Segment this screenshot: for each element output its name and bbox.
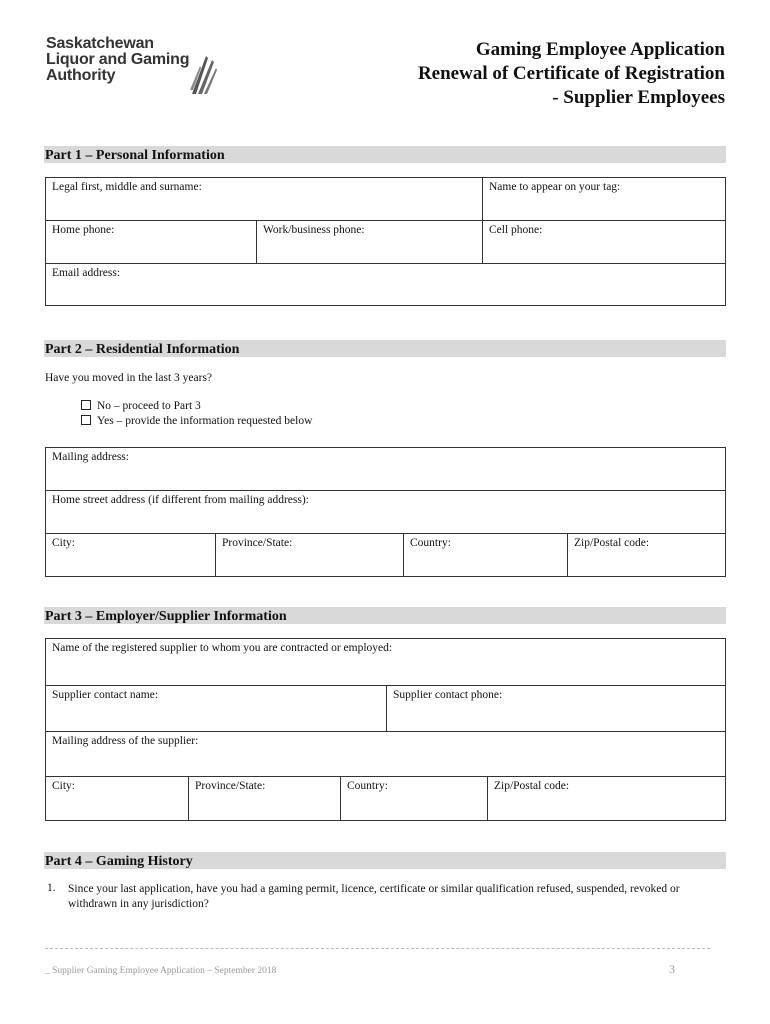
q1-number: 1.: [47, 882, 56, 894]
supplier-name-field[interactable]: [46, 639, 725, 685]
province-label: Province/State:: [222, 537, 293, 549]
slga-logo: [46, 36, 226, 98]
zip-field[interactable]: [567, 534, 725, 576]
supplier-city-field[interactable]: [46, 777, 188, 820]
part3-heading: Part 3 – Employer/Supplier Information: [45, 609, 287, 624]
footer-divider: [45, 948, 710, 949]
part1-table: [45, 177, 726, 306]
supplier-name-label: Name of the registered supplier to whom you are contracted or employed:: [52, 642, 393, 654]
supplier-country-label: Country:: [347, 780, 388, 792]
page-number: 3: [669, 962, 675, 976]
form-title: [418, 38, 725, 110]
checkbox-yes[interactable]: [81, 415, 91, 425]
work-phone-label: Work/business phone:: [263, 224, 365, 236]
option-no[interactable]: [81, 400, 201, 412]
zip-label: Zip/Postal code:: [574, 537, 650, 549]
cell-phone-field[interactable]: [482, 221, 725, 263]
option-yes-label: Yes – provide the information requested below: [97, 415, 313, 427]
title-line-2: Renewal of Certificate of Registration: [417, 63, 725, 84]
tag-name-label: Name to appear on your tag:: [489, 181, 621, 193]
supplier-province-label: Province/State:: [195, 780, 266, 792]
country-field[interactable]: [403, 534, 567, 576]
supplier-contact-name-field[interactable]: [46, 686, 386, 731]
home-phone-field[interactable]: [46, 221, 256, 263]
email-field[interactable]: [46, 264, 725, 305]
province-field[interactable]: [215, 534, 403, 576]
mailing-address-field[interactable]: [46, 448, 725, 490]
home-street-label: Home street address (if different from mailing address):: [52, 494, 309, 506]
supplier-mailing-label: Mailing address of the supplier:: [52, 735, 199, 747]
part3-heading-bar: [44, 607, 726, 624]
supplier-mailing-field[interactable]: [46, 732, 725, 776]
supplier-zip-label: Zip/Postal code:: [494, 780, 570, 792]
part4-heading: Part 4 – Gaming History: [45, 854, 193, 869]
part2-table: [45, 447, 726, 577]
title-line-1: Gaming Employee Application: [475, 39, 725, 60]
cell-phone-label: Cell phone:: [489, 224, 543, 236]
city-label: City:: [52, 537, 76, 549]
email-label: Email address:: [52, 267, 121, 279]
part4-heading-bar: [44, 852, 726, 869]
supplier-contact-phone-field[interactable]: [386, 686, 725, 731]
part1-heading: Part 1 – Personal Information: [45, 148, 225, 163]
supplier-province-field[interactable]: [188, 777, 340, 820]
logo-line-2: Liquor and Gaming: [46, 51, 190, 68]
footer-text: _ Supplier Gaming Employee Application – September 2018: [45, 966, 277, 976]
legal-name-field[interactable]: [46, 178, 482, 220]
legal-name-label: Legal first, middle and surname:: [52, 181, 202, 193]
logo-line-1: Saskatchewan: [46, 35, 154, 52]
part2-heading: Part 2 – Residential Information: [45, 342, 240, 357]
city-field[interactable]: [46, 534, 215, 576]
supplier-contact-phone-label: Supplier contact phone:: [393, 689, 503, 701]
home-street-field[interactable]: [46, 491, 725, 533]
q1-text: Since your last application, have you had a gaming permit, licence, certificate or similar qualification refused, suspended, revoked or withdrawn in any jurisdiction?: [68, 883, 680, 910]
supplier-country-field[interactable]: [340, 777, 487, 820]
moved-question: Have you moved in the last 3 years?: [45, 372, 213, 384]
work-phone-field[interactable]: [256, 221, 482, 263]
supplier-contact-name-label: Supplier contact name:: [52, 689, 159, 701]
option-no-label: No – proceed to Part 3: [97, 400, 201, 412]
home-phone-label: Home phone:: [52, 224, 115, 236]
part3-table: [45, 638, 726, 821]
part1-heading-bar: [44, 146, 726, 163]
supplier-city-label: City:: [52, 780, 76, 792]
logo-line-3: Authority: [46, 67, 116, 84]
part2-heading-bar: [44, 340, 726, 357]
title-line-3: - Supplier Employees: [552, 87, 725, 108]
supplier-zip-field[interactable]: [487, 777, 725, 820]
mailing-address-label: Mailing address:: [52, 451, 129, 463]
tag-name-field[interactable]: [482, 178, 725, 220]
slga-feather-icon: [188, 50, 218, 96]
option-yes[interactable]: [81, 415, 312, 427]
country-label: Country:: [410, 537, 451, 549]
checkbox-no[interactable]: [81, 400, 91, 410]
